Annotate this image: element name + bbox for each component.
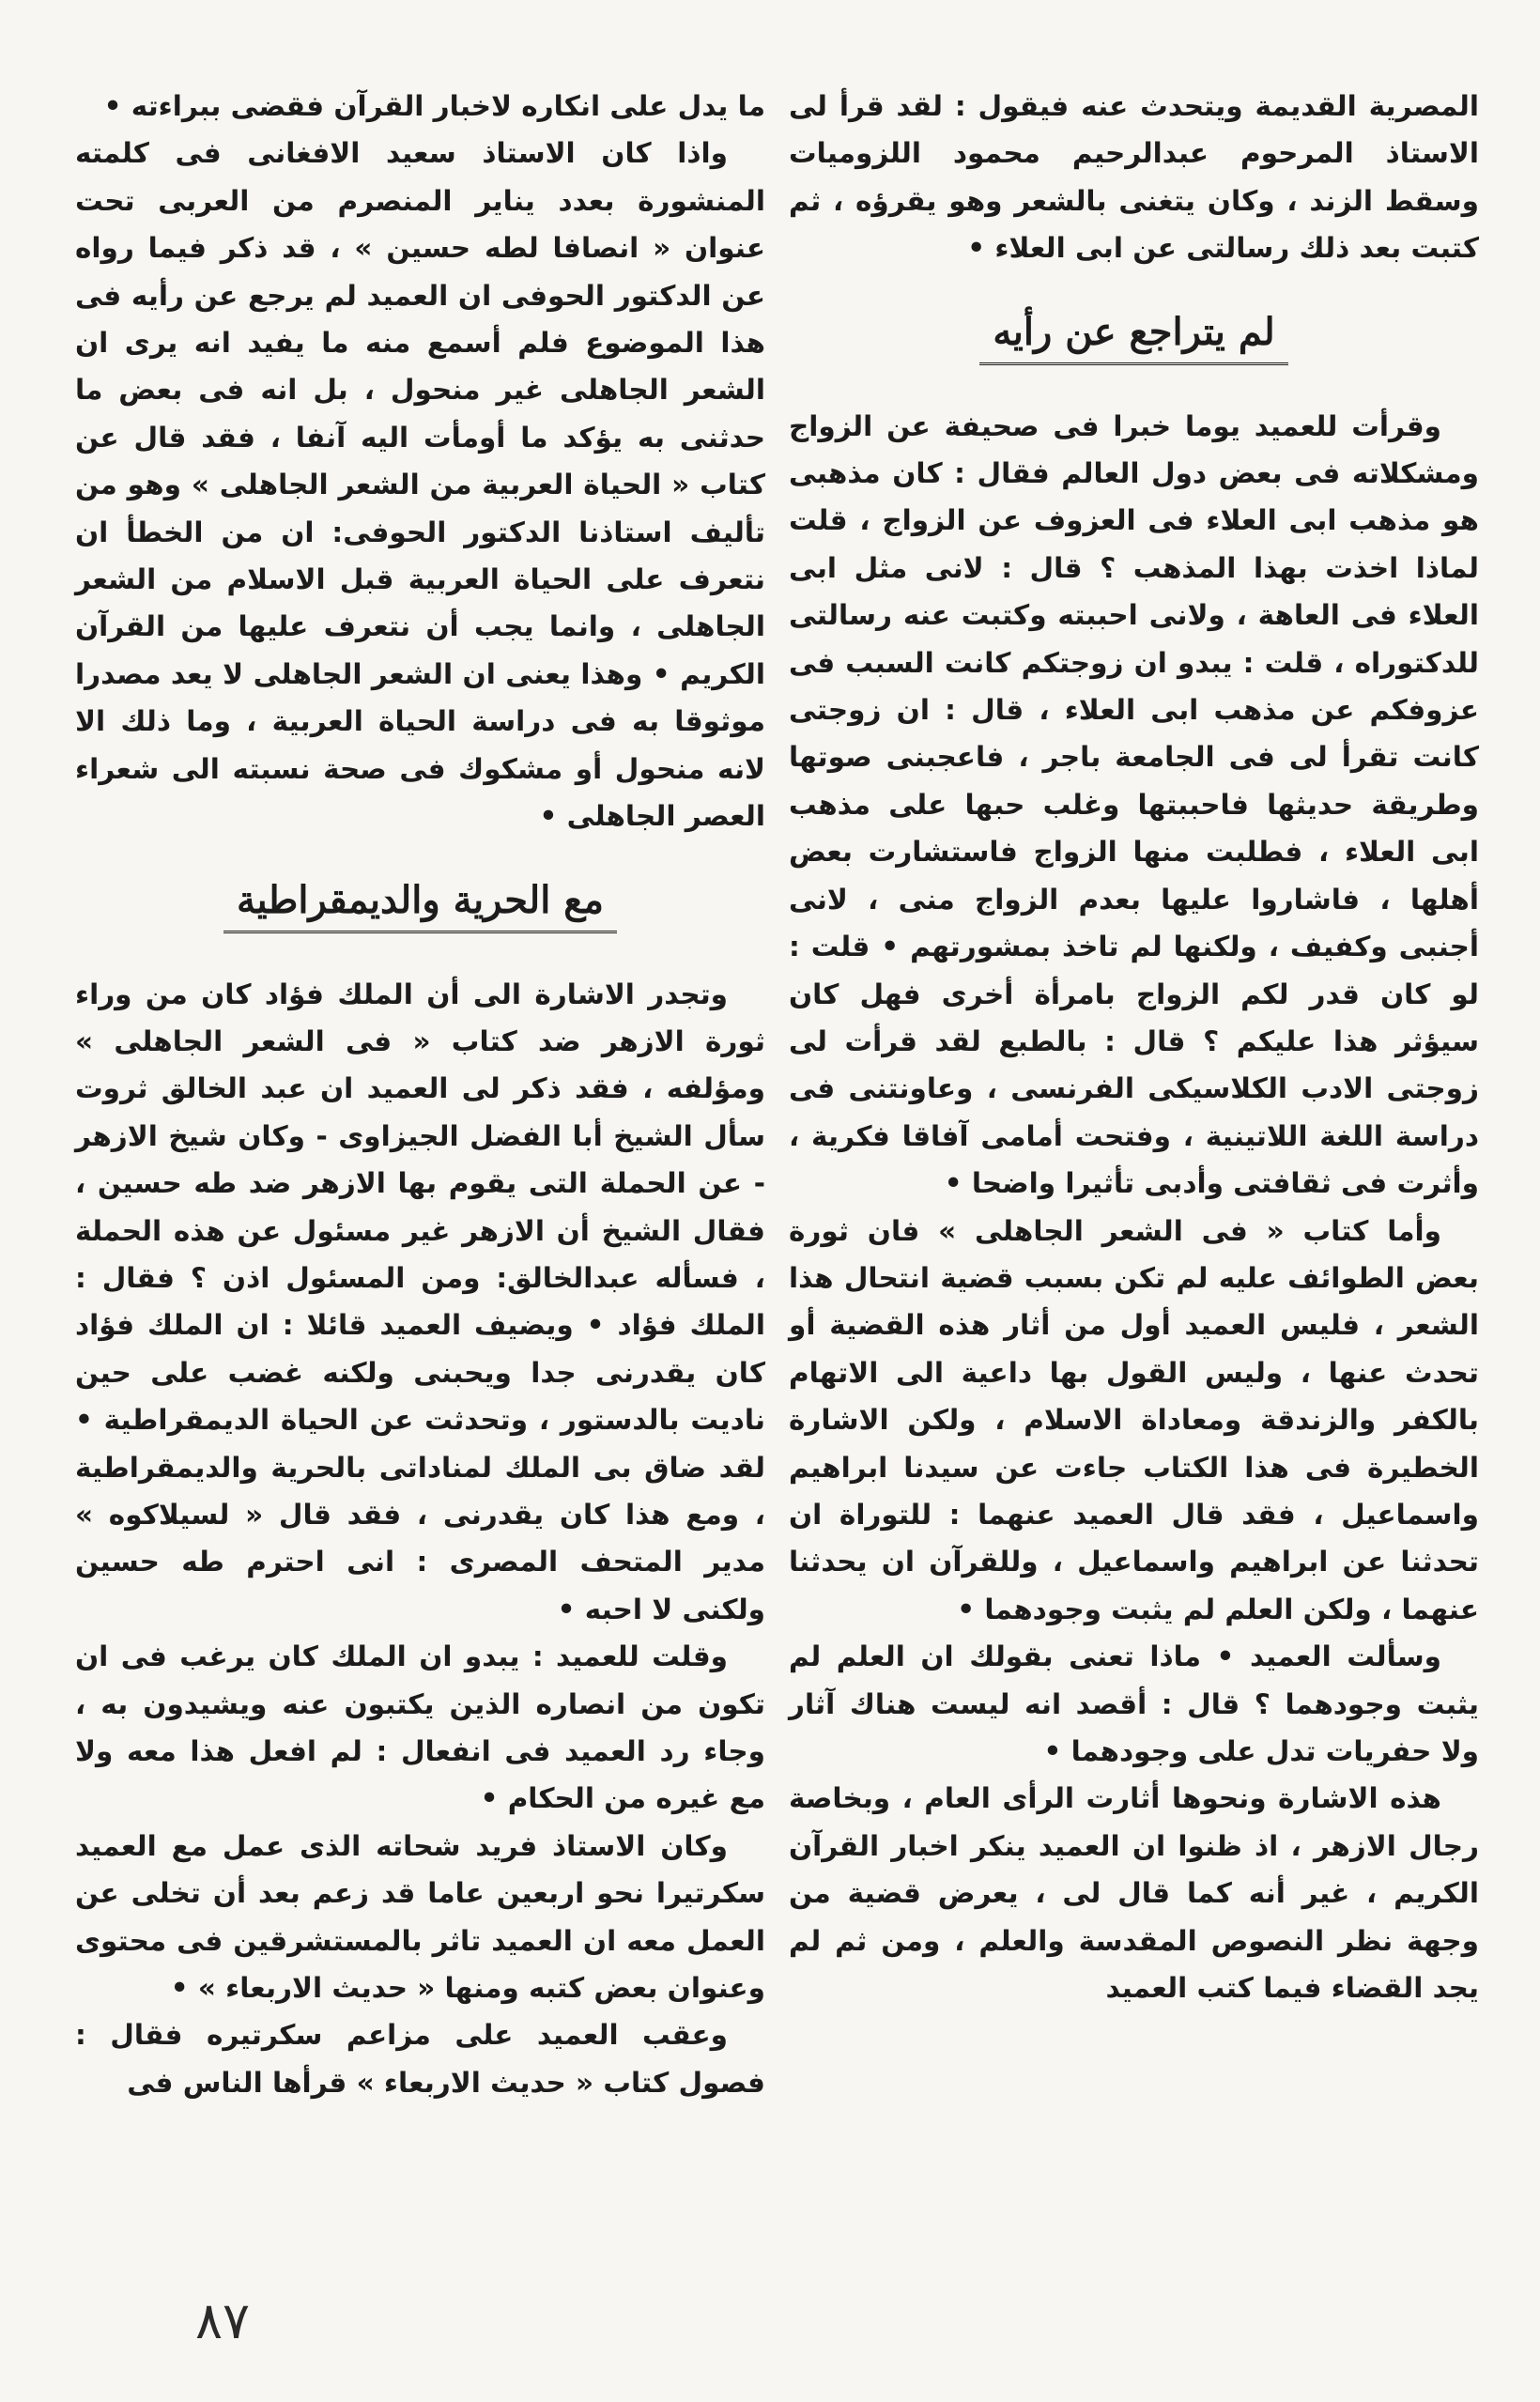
right-paragraph-3: وأما كتاب « فى الشعر الجاهلى » فان ثورة بعض الطوائف عليه لم تكن بسبب قضية انتحال هذا الشعر ، فليس العميد أول من أثار هذه القضية أو تحدث عنها ، وليس القول بها داعية الى الاتهام بالكفر والزندقة ومعاداة الاسلام ، ولكن الاشارة الخطيرة فى هذا الكتاب جاءت عن سيدنا ابراهيم واسماعيل ، فقد قال العميد عنهما : للتوراة ان تحدثنا عن ابراهيم واسماعيل ، وللقرآن ان يحدثنا عنهما ، ولكن العلم لم يثبت وجودهما • [789, 1214, 1479, 1625]
right-paragraph-1: المصرية القديمة ويتحدث عنه فيقول : لقد قرأ لى الاستاذ المرحوم عبدالرحيم محمود اللزوميات وسقط الزند ، وكان يتغنى بالشعر وهو يقرؤه ، ثم كتبت بعد ذلك رسالتى عن ابى العلاء • [789, 90, 1479, 265]
section-heading-wrap [75, 874, 765, 933]
right-paragraph-2: وقرأت للعميد يوما خبرا فى صحيفة عن الزواج ومشكلاته فى بعض دول العالم فقال : كان مذهبى هو مذهب ابى العلاء فى العزوف عن الزواج ، قلت لماذا اخذت بهذا المذهب ؟ قال : لانى مثل ابى العلاء فى العاهة ، ولانى احببته وكتبت عنه رسالتى للدكتوراه ، قلت : يبدو ان زوجتكم كانت السبب فى عزوفكم عن مذهب ابى العلاء ، قال : ان زوجتى كانت تقرأ لى فى الجامعة باجر ، فاعجبنى صوتها وطريقة حديثها فاحببتها وغلب حبها على مذهب ابى العلاء ، فطلبت منها الزواج فاستشارت بعض أهلها ، فاشاروا عليها بعدم الزواج منى ، لانى أجنبى وكفيف ، ولكنها لم تاخذ بمشورتهم • قلت : لو كان قدر لكم الزواج بامرأة أخرى فهل كان سيؤثر هذا عليكم ؟ قال : بالطبع لقد قرأت لى زوجتى الادب الكلاسيكى الفرنسى ، وعاونتنى فى دراسة اللغة اللاتينية ، وفتحت أمامى آفاقا فكرية ، وأثرت فى ثقافتى وأدبى تأثيرا واضحا • [789, 409, 1479, 1200]
section-heading-freedom-democracy: مع الحرية والديمقراطية [223, 874, 617, 933]
left-paragraph-6: وعقب العميد على مزاعم سكرتيره فقال : فصول كتاب « حديث الاربعاء » قرأها الناس فى [75, 2019, 765, 2099]
left-paragraph-3: وتجدر الاشارة الى أن الملك فؤاد كان من وراء ثورة الازهر ضد كتاب « فى الشعر الجاهلى » ومؤلفه ، فقد ذكر لى العميد ان عبد الخالق ثروت سأل الشيخ أبا الفضل الجيزاوى - وكان شيخ الازهر - عن الحملة التى يقوم بها الازهر ضد طه حسين ، فقال الشيخ أن الازهر غير مسئول عن هذه الحملة ، فسأله عبدالخالق: ومن المسئول اذن ؟ فقال : الملك فؤاد • ويضيف العميد قائلا : ان الملك فؤاد كان يقدرنى جدا ويحبنى ولكنه غضب على حين ناديت بالدستور ، وتحدثت عن الحياة الديمقراطية • لقد ضاق بى الملك لمناداتى بالحرية والديمقراطية ، ومع هذا كان يقدرنى ، فقد قال « لسيلاكوه » مدير المتحف المصرى : انى احترم طه حسين ولكنى لا احبه • [75, 978, 765, 1625]
right-paragraph-4: وسألت العميد • ماذا تعنى بقولك ان العلم لم يثبت وجودهما ؟ قال : أقصد انه ليست هناك آثار ولا حفريات تدل على وجودهما • [789, 1640, 1479, 1767]
left-paragraph-5: وكان الاستاذ فريد شحاته الذى عمل مع العميد سكرتيرا نحو اربعين عاما قد زعم بعد أن تخلى عن العمل معه ان العميد تاثر بالمستشرقين فى محتوى وعنوان بعض كتبه ومنها « حديث الاربعاء » • [75, 1829, 765, 2005]
right-paragraph-5: هذه الاشارة ونحوها أثارت الرأى العام ، وبخاصة رجال الازهر ، اذ ظنوا ان العميد ينكر اخبار القرآن الكريم ، غير أنه كما قال لى ، يعرض قضية من وجهة نظر النصوص المقدسة والعلم ، ومن ثم لم يجد القضاء فيما كتب العميد [789, 1782, 1479, 2005]
section-heading-not-retracting: لم يتراجع عن رأيه [979, 306, 1287, 365]
left-paragraph-2: واذا كان الاستاذ سعيد الافغانى فى كلمته المنشورة بعدد يناير المنصرم من العربى تحت عنوان « انصافا لطه حسين » ، قد ذكر فيما رواه عن الدكتور الحوفى ان العميد لم يرجع عن رأيه فى هذا الموضوع فلم أسمع منه ما يفيد انه يرى ان الشعر الجاهلى غير منحول ، بل انه فى بعض ما حدثنى به يؤكد ما أومأت اليه آنفا ، فقد قال عن كتاب « الحياة العربية من الشعر الجاهلى » وهو من تأليف استاذنا الدكتور الحوفى: ان من الخطأ ان نتعرف على الحياة العربية قبل الاسلام من الشعر الجاهلى ، وانما يجب أن نتعرف عليها من القرآن الكريم • وهذا يعنى ان الشعر الجاهلى لا يعد مصدرا موثوقا به فى دراسة الحياة العربية ، وما ذلك الا لانه منحول أو مشكوك فى صحة نسبته الى شعراء العصر الجاهلى • [75, 137, 765, 833]
left-paragraph-1: ما يدل على انكاره لاخبار القرآن فقضى ببراءته • [103, 90, 765, 122]
left-paragraph-4: وقلت للعميد : يبدو ان الملك كان يرغب فى ان تكون من انصاره الذين يكتبون عنه ويشيدون به ، وجاء رد العميد فى انفعال : لم افعل هذا معه ولا مع غيره من الحكام • [75, 1640, 765, 1815]
left-column [75, 83, 765, 2106]
section-heading-wrap [789, 306, 1479, 365]
right-column [789, 83, 1479, 2011]
page-number: ٨٧ [195, 2291, 251, 2350]
